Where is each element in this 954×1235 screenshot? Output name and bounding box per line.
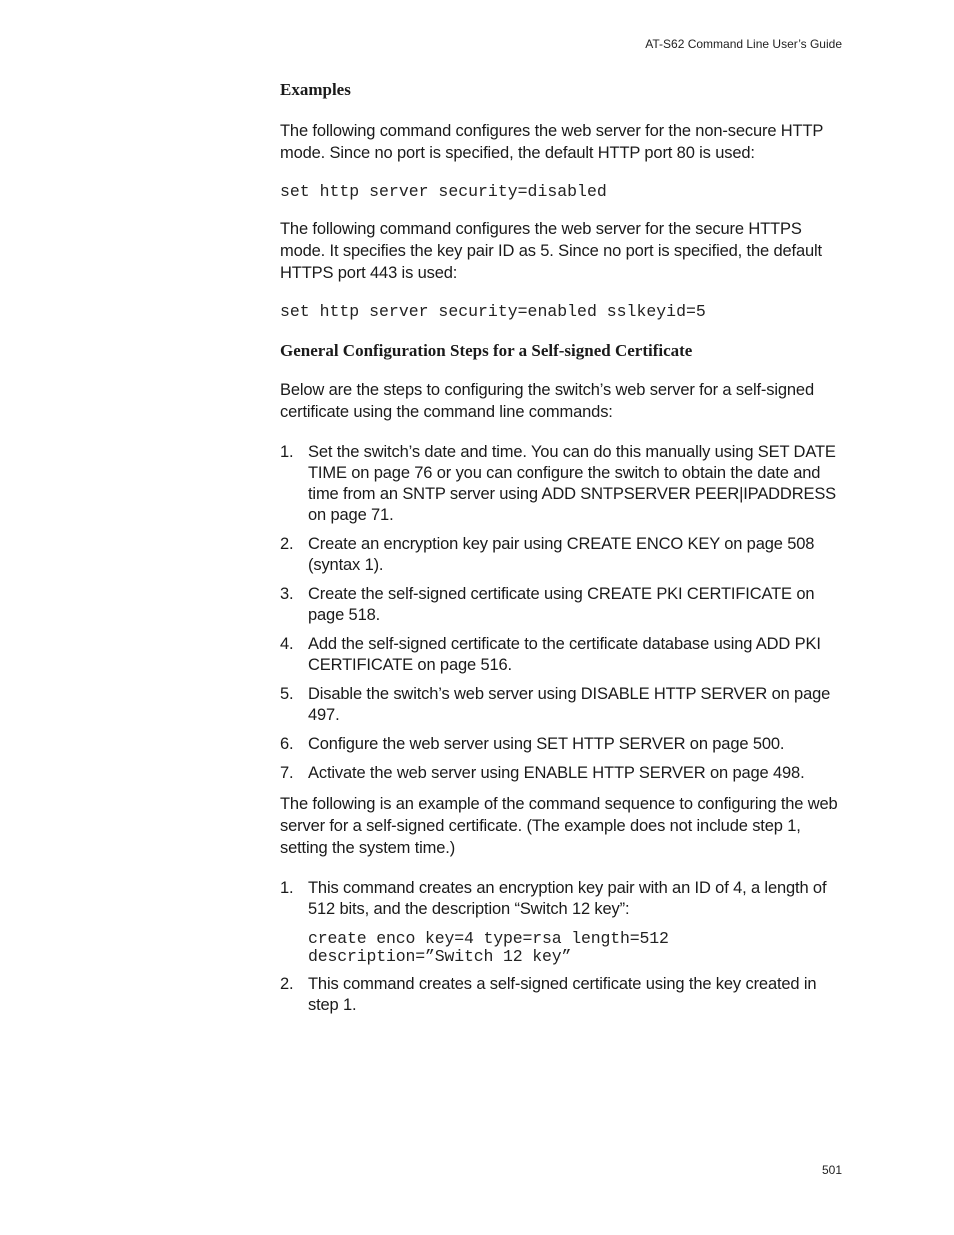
examples-heading: Examples: [280, 80, 351, 99]
list-item-number: 2.: [280, 535, 294, 553]
list-item-text: Disable the switch’s web server using DISABLE HTTP SERVER on page 497.: [308, 685, 831, 724]
examples-paragraph-2: The following command configures the web server for the secure HTTPS mode. It specifies the key pair ID as 5. Since no port is specified, the default HTTPS port 443 is used:: [280, 220, 822, 282]
running-header: AT-S62 Command Line User’s Guide: [645, 37, 842, 51]
example-intro-paragraph: The following is an example of the command sequence to configuring the web server for a self-signed certificate. (The example does not include step 1, setting the system time.): [280, 795, 838, 857]
general-config-heading: General Configuration Steps for a Self-signed Certificate: [280, 341, 693, 360]
list-item-number: 1.: [280, 879, 294, 897]
list-item-text: Configure the web server using SET HTTP SERVER on page 500.: [308, 735, 785, 753]
general-intro-paragraph: Below are the steps to configuring the switch’s web server for a self-signed certificate using the command line commands:: [280, 381, 814, 421]
list-item-text: Create an encryption key pair using CREATE ENCO KEY on page 508 (syntax 1).: [308, 535, 815, 574]
config-steps-list: [280, 442, 842, 784]
list-item: [280, 684, 842, 726]
list-item-number: 7.: [280, 764, 294, 782]
list-item-text: This command creates an encryption key pair with an ID of 4, a length of 512 bits, and the description “Switch 12 key”:: [308, 879, 827, 918]
list-item-number: 1.: [280, 443, 294, 461]
list-item: [280, 734, 842, 755]
list-item-text: Set the switch’s date and time. You can do this manually using SET DATE TIME on page 76 or you can configure the switch to obtain the date and time from an SNTP server using ADD SNTPSERVER PEER|IPADDRESS on page 71.: [308, 443, 837, 524]
list-item-number: 6.: [280, 735, 294, 753]
list-item-number: 4.: [280, 635, 294, 653]
list-item-text: This command creates a self-signed certificate using the key created in step 1.: [308, 975, 817, 1014]
list-item: [280, 534, 842, 576]
list-item: [280, 442, 842, 526]
list-item-text: Create the self-signed certificate using CREATE PKI CERTIFICATE on page 518.: [308, 585, 815, 624]
list-item-number: 2.: [280, 975, 294, 993]
code-example-2: set http server security=enabled sslkeyid=5: [280, 302, 706, 321]
code-example-1: set http server security=disabled: [280, 182, 607, 201]
list-item-number: 3.: [280, 585, 294, 603]
page-number: 501: [821, 1163, 842, 1177]
list-item: [280, 974, 842, 1016]
code-example-3: create enco key=4 type=rsa length=512 description=”Switch 12 key”: [308, 929, 669, 966]
list-item: [280, 584, 842, 626]
list-item-text: Activate the web server using ENABLE HTTP SERVER on page 498.: [308, 764, 805, 782]
list-item-text: Add the self-signed certificate to the certificate database using ADD PKI CERTIFICATE on page 516.: [308, 635, 821, 674]
list-item: [280, 634, 842, 676]
list-item: [280, 763, 842, 784]
page-content: [280, 78, 842, 1016]
list-item: [280, 878, 842, 966]
example-steps-list: [280, 878, 842, 1016]
list-item-number: 5.: [280, 685, 294, 703]
examples-paragraph-1: The following command configures the web server for the non-secure HTTP mode. Since no port is specified, the default HTTP port 80 is used:: [280, 122, 823, 162]
